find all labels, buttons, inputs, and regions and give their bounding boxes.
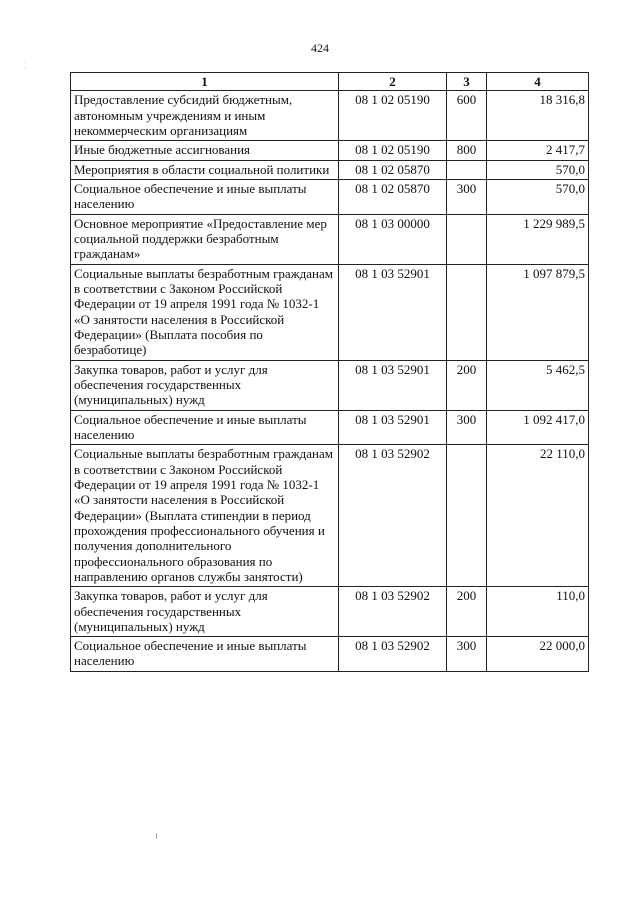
row-kind: 200 [447, 587, 487, 637]
row-kind [447, 264, 487, 360]
row-code: 08 1 02 05190 [339, 141, 447, 160]
scan-speck: · · [24, 60, 26, 72]
row-amount: 1 229 989,5 [487, 214, 589, 264]
row-name: Социальное обеспечение и иные выплаты населению [71, 179, 339, 214]
row-name: Закупка товаров, работ и услуг для обеспечения государственных (муниципальных) нужд [71, 587, 339, 637]
table-row [71, 637, 589, 672]
header-col-2: 2 [339, 73, 447, 91]
scan-mark [156, 833, 157, 839]
table-row [71, 410, 589, 445]
row-code: 08 1 03 52902 [339, 445, 447, 587]
row-code: 08 1 03 52902 [339, 637, 447, 672]
row-kind: 300 [447, 179, 487, 214]
row-code: 08 1 03 00000 [339, 214, 447, 264]
row-kind: 300 [447, 410, 487, 445]
row-kind: 200 [447, 360, 487, 410]
row-amount: 1 097 879,5 [487, 264, 589, 360]
table-row [71, 91, 589, 141]
row-amount: 570,0 [487, 160, 589, 179]
table-row [71, 214, 589, 264]
table-row [71, 160, 589, 179]
page-number: 424 [311, 41, 329, 55]
table-row [71, 141, 589, 160]
row-name: Социальное обеспечение и иные выплаты населению [71, 410, 339, 445]
row-kind: 600 [447, 91, 487, 141]
row-amount: 5 462,5 [487, 360, 589, 410]
row-code: 08 1 03 52901 [339, 410, 447, 445]
row-code: 08 1 02 05870 [339, 160, 447, 179]
header-col-3: 3 [447, 73, 487, 91]
row-name: Социальные выплаты безработным гражданам в соответствии с Законом Российской Федерации от 19 апреля 1991 года № 1032-1 «О занятости населения в Российской Федерации» (Выплата пособия по безработице) [71, 264, 339, 360]
header-col-4: 4 [487, 73, 589, 91]
row-code: 08 1 02 05190 [339, 91, 447, 141]
row-amount: 110,0 [487, 587, 589, 637]
row-code: 08 1 02 05870 [339, 179, 447, 214]
table-row [71, 179, 589, 214]
row-name: Закупка товаров, работ и услуг для обеспечения государственных (муниципальных) нужд [71, 360, 339, 410]
budget-table [70, 72, 589, 672]
header-row [71, 73, 589, 91]
row-kind [447, 214, 487, 264]
row-code: 08 1 03 52901 [339, 360, 447, 410]
row-kind [447, 445, 487, 587]
row-name: Основное мероприятие «Предоставление мер социальной поддержки безработным гражданам» [71, 214, 339, 264]
row-name: Предоставление субсидий бюджетным, автономным учреждениям и иным некоммерческим организациям [71, 91, 339, 141]
row-code: 08 1 03 52902 [339, 587, 447, 637]
row-amount: 570,0 [487, 179, 589, 214]
row-name: Мероприятия в области социальной политики [71, 160, 339, 179]
table-row [71, 360, 589, 410]
table-row [71, 445, 589, 587]
row-amount: 22 110,0 [487, 445, 589, 587]
row-code: 08 1 03 52901 [339, 264, 447, 360]
row-name: Социальные выплаты безработным гражданам в соответствии с Законом Российской Федерации от 19 апреля 1991 года № 1032-1 «О занятости населения в Российской Федерации» (Выплата стипендии в период прохождения профессионального обучения и получения дополнительного профессионального образования по направлению органов службы занятости) [71, 445, 339, 587]
row-amount: 18 316,8 [487, 91, 589, 141]
row-kind: 800 [447, 141, 487, 160]
header-col-1: 1 [71, 73, 339, 91]
row-name: Иные бюджетные ассигнования [71, 141, 339, 160]
row-amount: 2 417,7 [487, 141, 589, 160]
row-name: Социальное обеспечение и иные выплаты населению [71, 637, 339, 672]
table-row [71, 587, 589, 637]
table-row [71, 264, 589, 360]
row-amount: 1 092 417,0 [487, 410, 589, 445]
row-kind [447, 160, 487, 179]
row-kind: 300 [447, 637, 487, 672]
row-amount: 22 000,0 [487, 637, 589, 672]
